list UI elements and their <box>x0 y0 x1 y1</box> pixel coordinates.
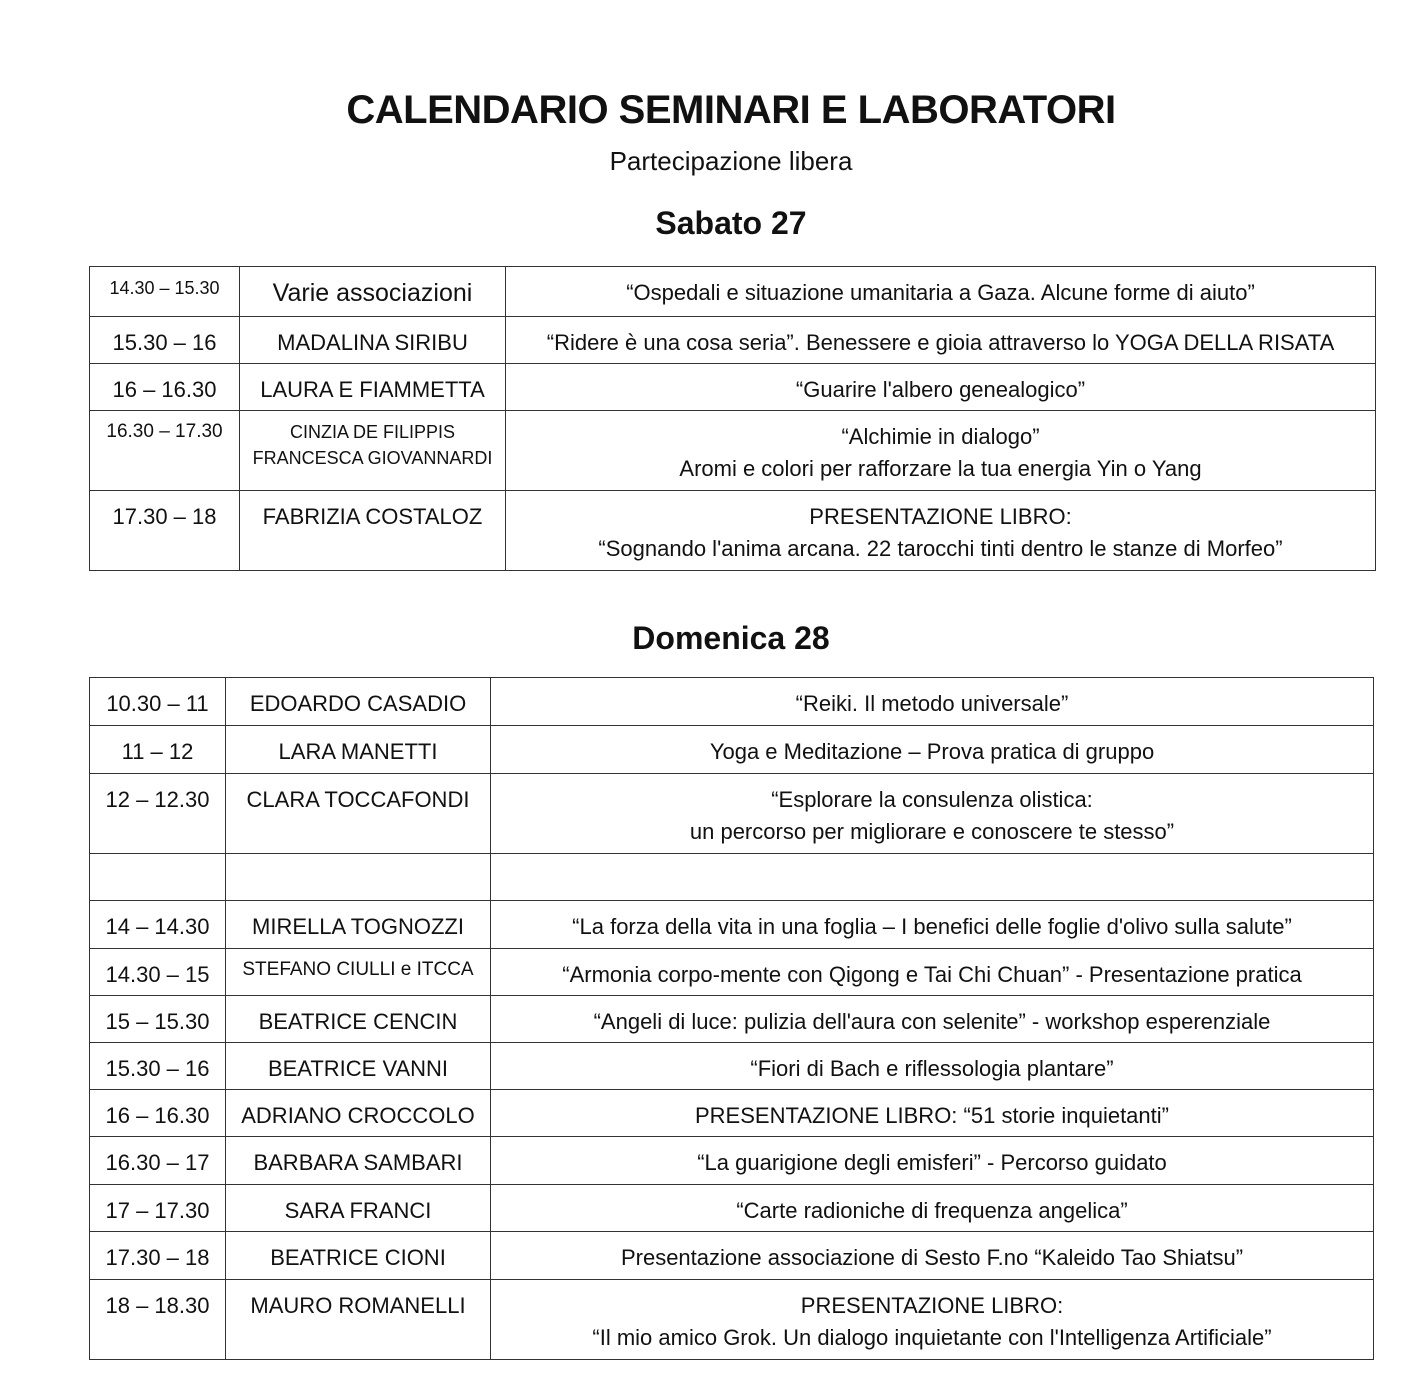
time-cell: 16.30 – 17.30 <box>90 411 240 491</box>
topic-cell <box>491 678 1374 726</box>
topic-line: “La guarigione degli emisferi” - Percorso guidato <box>697 1150 1167 1175</box>
topic-line: “Fiori di Bach e riflessologia plantare” <box>750 1056 1114 1081</box>
speaker-cell: SARA FRANCI <box>226 1185 491 1232</box>
speaker-cell <box>240 411 506 491</box>
speaker-cell: BARBARA SAMBARI <box>226 1137 491 1185</box>
topic-cell <box>491 1185 1374 1232</box>
time-cell: 17 – 17.30 <box>90 1185 226 1232</box>
topic-cell <box>491 901 1374 949</box>
time-cell: 16.30 – 17 <box>90 1137 226 1185</box>
topic-cell <box>491 1090 1374 1137</box>
topic-line: “Ospedali e situazione umanitaria a Gaza. Alcune forme di aiuto” <box>626 280 1255 305</box>
table-row <box>90 364 1376 411</box>
time-cell: 14.30 – 15 <box>90 949 226 996</box>
topic-cell <box>491 949 1374 996</box>
time-cell: 15 – 15.30 <box>90 996 226 1043</box>
time-cell <box>90 854 226 901</box>
speaker-cell: FABRIZIA COSTALOZ <box>240 491 506 571</box>
time-cell: 17.30 – 18 <box>90 1232 226 1280</box>
speaker-cell: STEFANO CIULLI e ITCCA <box>226 949 491 996</box>
speaker-cell: BEATRICE CIONI <box>226 1232 491 1280</box>
topic-line: “Il mio amico Grok. Un dialogo inquietante con l'Intelligenza Artificiale” <box>592 1325 1272 1350</box>
day-heading-sunday: Domenica 28 <box>632 620 830 656</box>
table-row <box>90 1185 1374 1232</box>
speaker-cell: Varie associazioni <box>240 267 506 317</box>
speaker-cell: BEATRICE CENCIN <box>226 996 491 1043</box>
topic-line: PRESENTAZIONE LIBRO: “51 storie inquietanti” <box>695 1103 1169 1128</box>
time-cell: 10.30 – 11 <box>90 678 226 726</box>
schedule-table-saturday <box>89 266 1376 571</box>
topic-cell <box>491 774 1374 854</box>
table-row <box>90 1090 1374 1137</box>
time-cell: 12 – 12.30 <box>90 774 226 854</box>
time-cell: 16 – 16.30 <box>90 1090 226 1137</box>
speaker-cell <box>226 854 491 901</box>
topic-line: “La forza della vita in una foglia – I benefici delle foglie d'olivo sulla salute” <box>572 914 1292 939</box>
table-row <box>90 774 1374 854</box>
topic-cell <box>506 267 1376 317</box>
speaker-cell: BEATRICE VANNI <box>226 1043 491 1090</box>
table-row <box>90 726 1374 774</box>
topic-line: PRESENTAZIONE LIBRO: <box>809 504 1072 529</box>
speaker-cell: MADALINA SIRIBU <box>240 317 506 364</box>
topic-cell <box>506 317 1376 364</box>
topic-line: “Reiki. Il metodo universale” <box>795 691 1069 716</box>
table-row <box>90 1280 1374 1360</box>
speaker-cell: MAURO ROMANELLI <box>226 1280 491 1360</box>
topic-line: Yoga e Meditazione – Prova pratica di gruppo <box>709 739 1155 764</box>
topic-line: un percorso per migliorare e conoscere te stesso” <box>689 819 1175 844</box>
topic-line: “Alchimie in dialogo” <box>841 424 1040 449</box>
speaker-line: CINZIA DE FILIPPIS <box>289 422 456 442</box>
table-row <box>90 901 1374 949</box>
table-row <box>90 678 1374 726</box>
speaker-cell: MIRELLA TOGNOZZI <box>226 901 491 949</box>
topic-line: “Angeli di luce: pulizia dell'aura con selenite” - workshop esperenziale <box>593 1009 1271 1034</box>
topic-cell <box>491 1232 1374 1280</box>
time-cell: 18 – 18.30 <box>90 1280 226 1360</box>
table-row <box>90 1232 1374 1280</box>
topic-cell <box>491 1137 1374 1185</box>
page-title: CALENDARIO SEMINARI E LABORATORI <box>346 88 1116 132</box>
time-cell: 16 – 16.30 <box>90 364 240 411</box>
time-cell: 14.30 – 15.30 <box>90 267 240 317</box>
speaker-cell: ADRIANO CROCCOLO <box>226 1090 491 1137</box>
time-cell: 15.30 – 16 <box>90 317 240 364</box>
topic-line: “Carte radioniche di frequenza angelica” <box>736 1198 1128 1223</box>
speaker-cell: LARA MANETTI <box>226 726 491 774</box>
topic-cell <box>491 854 1374 901</box>
topic-cell <box>491 726 1374 774</box>
table-row <box>90 317 1376 364</box>
table-row <box>90 1137 1374 1185</box>
time-cell: 17.30 – 18 <box>90 491 240 571</box>
schedule-table-sunday <box>89 677 1374 1360</box>
topic-cell <box>491 1043 1374 1090</box>
table-row-empty <box>90 854 1374 901</box>
topic-line: “Esplorare la consulenza olistica: <box>771 787 1093 812</box>
table-row <box>90 491 1376 571</box>
topic-cell <box>506 491 1376 571</box>
topic-cell <box>506 364 1376 411</box>
table-row <box>90 1043 1374 1090</box>
topic-line: “Ridere è una cosa seria”. Benessere e gioia attraverso lo YOGA DELLA RISATA <box>546 330 1335 355</box>
speaker-cell: EDOARDO CASADIO <box>226 678 491 726</box>
day-heading-saturday: Sabato 27 <box>655 205 807 241</box>
topic-cell <box>491 1280 1374 1360</box>
topic-cell <box>506 411 1376 491</box>
table-row <box>90 949 1374 996</box>
topic-cell <box>491 996 1374 1043</box>
topic-line: Aromi e colori per rafforzare la tua energia Yin o Yang <box>679 456 1202 481</box>
time-cell: 11 – 12 <box>90 726 226 774</box>
topic-line: “Sognando l'anima arcana. 22 tarocchi tinti dentro le stanze di Morfeo” <box>598 536 1283 561</box>
topic-line: “Guarire l'albero genealogico” <box>795 377 1086 402</box>
speaker-line: FRANCESCA GIOVANNARDI <box>252 448 493 468</box>
topic-line: “Armonia corpo-mente con Qigong e Tai Chi Chuan” - Presentazione pratica <box>562 962 1302 987</box>
time-cell: 14 – 14.30 <box>90 901 226 949</box>
time-cell: 15.30 – 16 <box>90 1043 226 1090</box>
speaker-cell: CLARA TOCCAFONDI <box>226 774 491 854</box>
speaker-cell: LAURA E FIAMMETTA <box>240 364 506 411</box>
table-row <box>90 267 1376 317</box>
table-row <box>90 996 1374 1043</box>
table-row <box>90 411 1376 491</box>
topic-line: PRESENTAZIONE LIBRO: <box>800 1293 1064 1318</box>
topic-line: Presentazione associazione di Sesto F.no “Kaleido Tao Shiatsu” <box>620 1245 1244 1270</box>
page-subtitle: Partecipazione libera <box>609 146 853 176</box>
